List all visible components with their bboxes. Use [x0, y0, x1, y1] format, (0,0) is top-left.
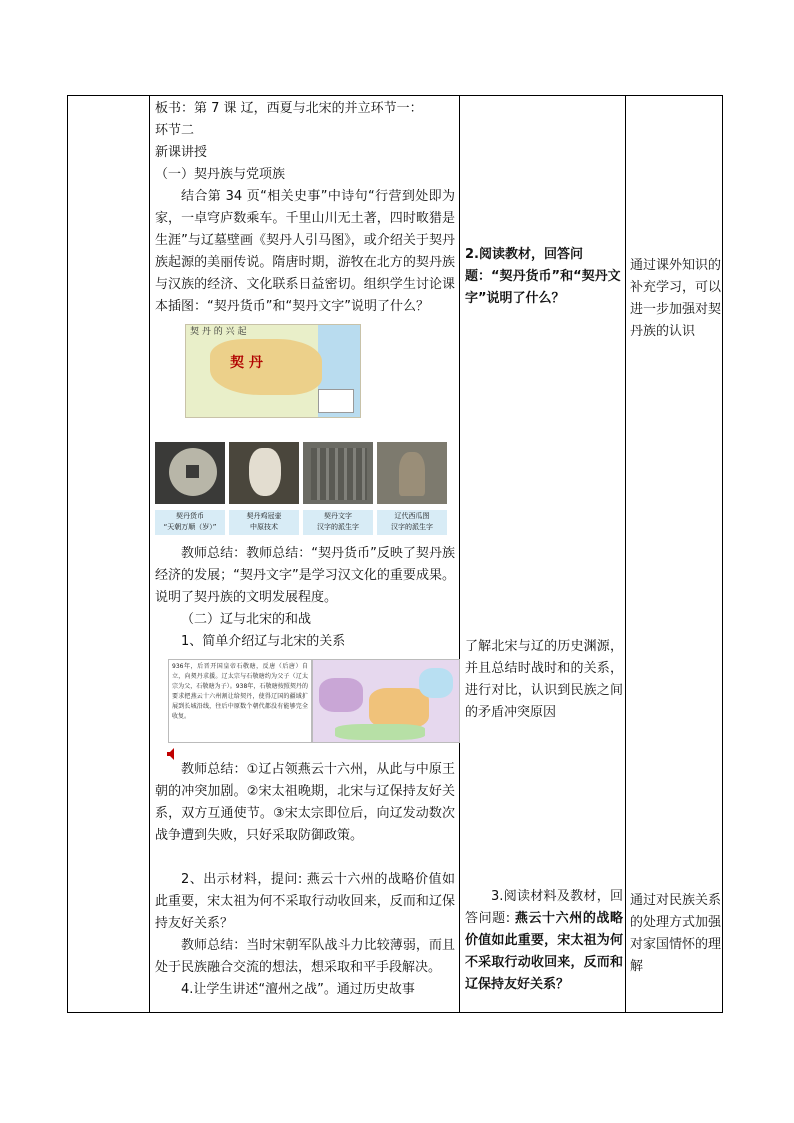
script-image — [303, 442, 373, 504]
list-item: 1、简单介绍辽与北宋的关系 — [181, 634, 346, 649]
photo-caption: 契丹货币 “天朝万顺（岁）” — [155, 510, 225, 535]
map-label: 契 丹 — [230, 355, 263, 371]
lesson-plan-table — [67, 95, 723, 1013]
liao-song-map — [312, 659, 460, 743]
question-body: 燕云十六州的战略价值如此重要，宋太祖为何不采取行动收回来，反而和辽保持友好关系？ — [465, 911, 623, 992]
artifact-photo-row — [155, 442, 455, 535]
design-intent-note: 通过对民族关系的处理方式加强对家国情怀的理解 — [630, 893, 722, 974]
design-intent-note: 通过课外知识的补充学习，可以进一步加强对契丹族的认识 — [630, 258, 722, 339]
teacher-summary: 教师总结：教师总结：“契丹货币”反映了契丹族经济的发展；“契丹文字”是学习汉文化的重要成果。说明了契丹族的文明发展程度。 — [155, 546, 455, 605]
khitan-territory — [210, 339, 322, 395]
photo-khitan-coin — [155, 442, 225, 535]
photo-khitan-pot — [229, 442, 299, 535]
map-legend — [318, 389, 354, 413]
list-item: 4.让学生讲述“澶州之战”。通过历史故事 — [181, 982, 415, 997]
map-title: 契 丹 的 兴 起 — [190, 327, 247, 337]
board-note-line: 板书：第 7 课 辽，西夏与北宋的并立环节一： — [155, 101, 423, 116]
photo-khitan-script — [303, 442, 373, 535]
photo-liao-mural — [377, 442, 447, 535]
section-heading: 新课讲授 — [155, 145, 208, 160]
photo-caption: 契丹鸡冠壶 中原技术 — [229, 510, 299, 535]
teacher-summary: 教师总结：当时宋朝军队战斗力比较薄弱，而且处于民族融合交流的想法，想采取和平手段解决。 — [155, 938, 455, 975]
teacher-summary: 教师总结：①辽占领燕云十六州，从此与中原王朝的冲突加剧。②宋太祖晚期，北宋与辽保持友好关系，双方互通使节。③宋太宗即位后，向辽发动数次战争遭到失败，只好采取防御政策。 — [155, 762, 455, 843]
speaker-icon[interactable] — [167, 748, 177, 760]
coin-image — [155, 442, 225, 504]
board-note-line: 环节二 — [155, 123, 195, 138]
speaker-row — [155, 743, 455, 753]
student-activity-q3 — [465, 886, 623, 996]
liao-song-map-figure — [168, 659, 460, 743]
khitan-rise-map — [185, 324, 361, 418]
photo-caption: 契丹文字 汉字的派生字 — [303, 510, 373, 535]
student-activity-q2: 2.阅读教材，回答问题：“契丹货币”和“契丹文字”说明了什么？ — [465, 247, 621, 306]
subsection-heading: （二）辽与北宋的和战 — [181, 612, 312, 627]
subsection-heading: （一）契丹族与党项族 — [155, 167, 286, 182]
student-activity-relation: 了解北宋与辽的历史渊源，并且总结时战时和的关系，进行对比，认识到民族之间的矛盾冲突原因 — [465, 639, 623, 720]
pot-image — [229, 442, 299, 504]
question-prefix: 3.阅读材料及教材，回答问题: — [465, 889, 623, 926]
photo-caption: 辽代西瓜图 汉字的派生字 — [377, 510, 447, 535]
list-item: 2、出示材料，提问: 燕云十六州的战略价值如此重要，宋太祖为何不采取行动收回来，反而和辽保持友好关系？ — [155, 872, 455, 931]
column-divider — [149, 96, 150, 1012]
lesson-paragraph: 结合第 34 页“相关史事”中诗句“行营到处即为家，一卓穹庐数乘车。千里山川无土著，四时畋猎是生涯”与辽墓壁画《契丹人引马图》，或介绍关于契丹族起源的美丽传说。隋唐时期，游牧在北方的契丹族与汉族的经济、文化联系日益密切。组织学生讨论课本插图：“契丹货币”和“契丹文字”说明了什么？ — [155, 189, 455, 314]
teacher-activity-cell — [155, 98, 455, 1001]
mural-image — [377, 442, 447, 504]
column-divider — [459, 96, 460, 1012]
history-text-box: 936年，后晋开国皇帝石敬瑭，反唐（后唐）自立，向契丹求援。辽太宗与石敬瑭约为父子（辽太宗为父，石敬瑭为子）。938年，石敬瑭按照契丹的要求把燕云十六州割让给契丹，使得辽国的疆域扩展到长城沿线，往后中原数个朝代都没有能够完全收复。 — [168, 659, 312, 743]
column-divider — [625, 96, 626, 1012]
